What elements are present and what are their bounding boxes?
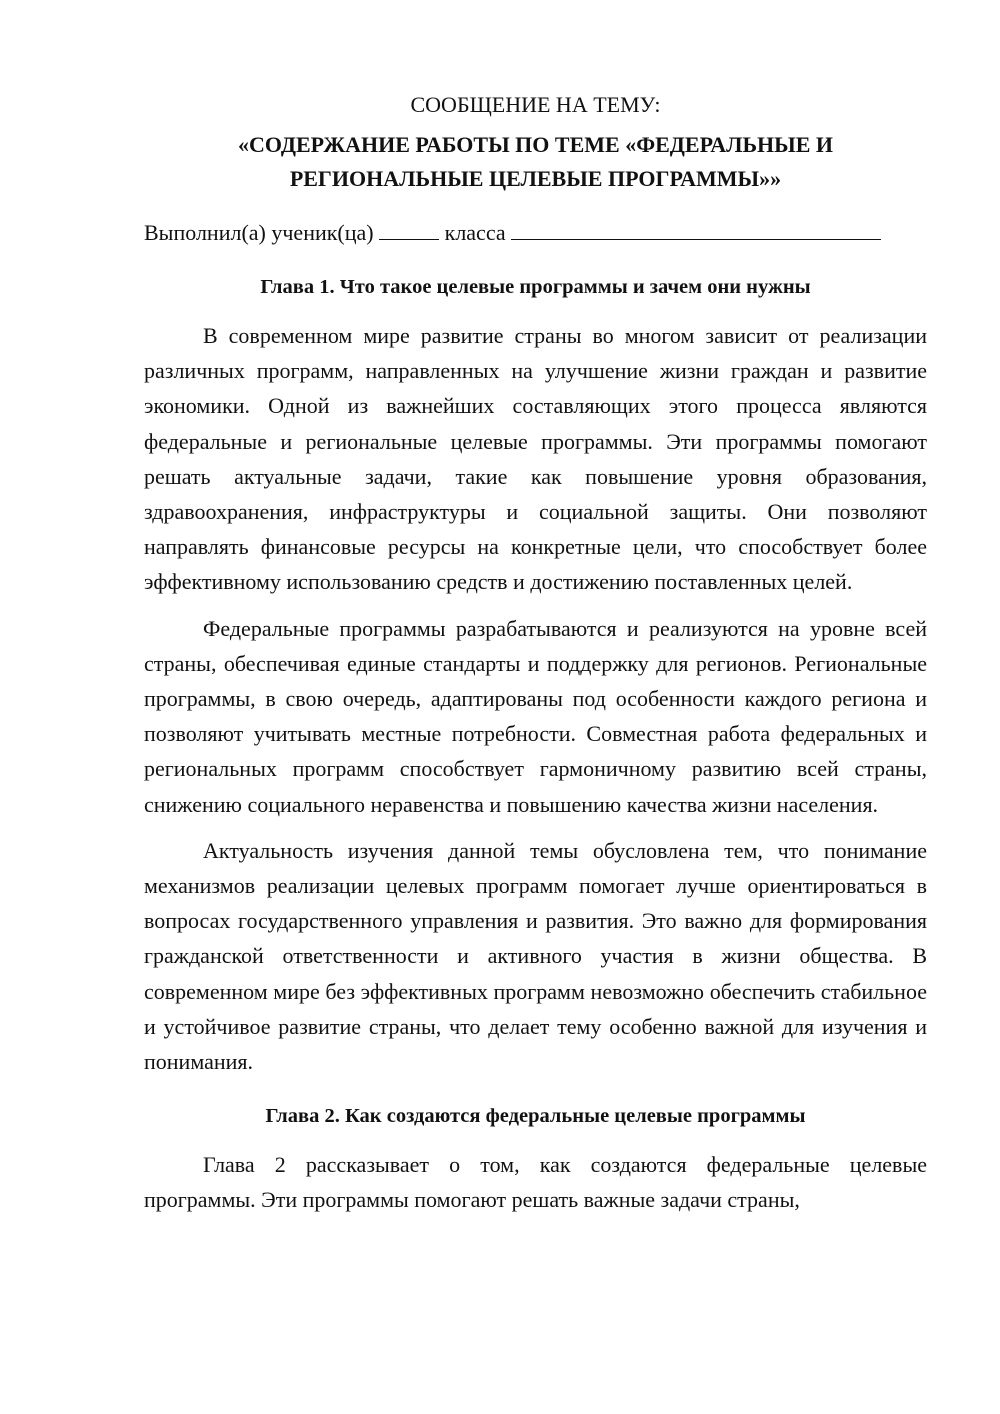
author-prefix: Выполнил(а) ученик(ца) xyxy=(144,220,374,245)
document-page xyxy=(144,88,927,1229)
chapter-1-paragraph: В современном мире развитие страны во многом зависит от реализации различных программ, направленных на улучшение жизни граждан и развитие экономики. Одной из важнейших составляющих этого процесса являются федеральные и региональные целевые программы. Эти программы помогают решать актуальные задачи, такие как повышение уровня образования, здравоохранения, инфраструктуры и социальной защиты. Они позволяют направлять финансовые ресурсы на конкретные цели, что способствует более эффективному использованию средств и достижению поставленных целей. xyxy=(144,323,927,595)
chapter-2-title: Глава 2. Как создаются федеральные целевые программы xyxy=(265,1105,806,1128)
chapter-2-paragraph: Глава 2 рассказывает о том, как создаются федеральные целевые программы. Эти программы помогают решать важные задачи страны, xyxy=(144,1152,927,1213)
document-topic xyxy=(144,128,927,196)
chapter-1-paragraph: Федеральные программы разрабатываются и реализуются на уровне всей страны, обеспечивая единые стандарты и поддержку для регионов. Региональные программы, в свою очередь, адаптированы под особенности каждого региона и позволяют учитывать местные потребности. Совместная работа федеральных и региональных программ способствует гармоничному развитию всей страны, снижению социального неравенства и повышению качества жизни населения. xyxy=(144,615,927,817)
author-class-word: класса xyxy=(444,220,506,245)
document-topic-line-2: РЕГИОНАЛЬНЫЕ ЦЕЛЕВЫЕ ПРОГРАММЫ»» xyxy=(289,166,782,191)
name-blank xyxy=(511,217,881,240)
chapter-1-title: Глава 1. Что такое целевые программы и зачем они нужны xyxy=(260,276,811,298)
document-label: СООБЩЕНИЕ НА ТЕМУ: xyxy=(410,92,661,117)
document-topic-line-1: «СОДЕРЖАНИЕ РАБОТЫ ПО ТЕМЕ «ФЕДЕРАЛЬНЫЕ И xyxy=(237,132,834,157)
chapter-1-paragraph: Актуальность изучения данной темы обусловлена тем, что понимание механизмов реализации целевых программ помогает лучше ориентироваться в вопросах государственного управления и развития. Это важно для формирования гражданской ответственности и активного участия в жизни общества. В современном мире без эффективных программ невозможно обеспечить стабильное и устойчивое развитие страны, что делает тему особенно важной для изучения и понимания. xyxy=(144,837,927,1075)
class-blank xyxy=(379,217,439,240)
author-line xyxy=(144,216,927,250)
